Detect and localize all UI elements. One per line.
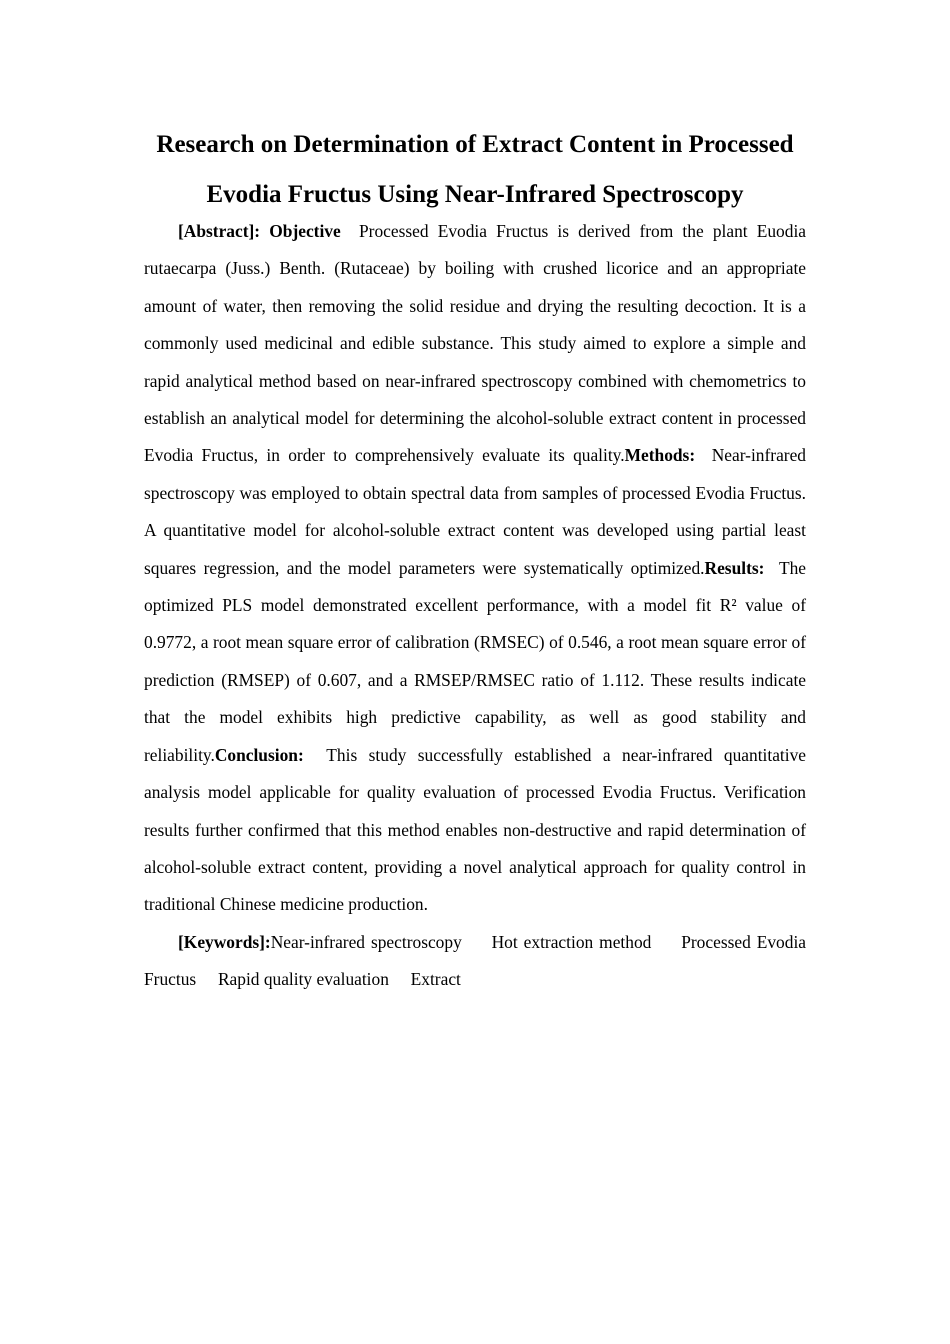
results-text: The optimized PLS model demonstrated excellent performance, with a model fit R² value of 0.9772, a root mean square error of calibration (RMSEC) of 0.546, a root mean square error of prediction (RMSEP) of 0.607, and a RMSEP/RMSEC ratio of 1.112. These results indicate that the model exhibits high predictive capability, as well as good stability and reliability. [144, 557, 806, 765]
methods-text: Near-infrared spectroscopy was employed to obtain spectral data from samples of processed Evodia Fructus. A quantitative model for alcohol-soluble extract content was developed using partial least squares regression, and the model parameters were systematically optimized. [144, 445, 806, 578]
conclusion-text: This study successfully established a near-infrared quantitative analysis model applicable for quality evaluation of processed Evodia Fructus. Verification results further confirmed that this method enables non-destructive and rapid determination of alcohol-soluble extract content, providing a novel analytical approach for quality control in traditional Chinese medicine production. [144, 744, 806, 915]
keyword-item: Hot extraction method [491, 931, 652, 952]
objective-label: Objective [269, 221, 341, 241]
objective-text: Processed Evodia Fructus is derived from the plant Euodia rutaecarpa (Juss.) Benth. (Rutaceae) by boiling with crushed licorice and an appropriate amount of water, then removing the solid residue and drying the resulting decoction. It is a commonly used medicinal and edible substance. This study aimed to explore a simple and rapid analytical method based on near-infrared spectroscopy combined with chemometrics to establish an analytical model for determining the alcohol-soluble extract content in processed Evodia Fructus, in order to comprehensively evaluate its quality. [144, 221, 806, 466]
keyword-item: Processed Evodia Fructus [144, 931, 806, 990]
results-label: Results: [704, 557, 765, 578]
keyword-item: Extract [410, 969, 461, 990]
keywords-label: [Keywords]: [178, 931, 271, 952]
conclusion-label: Conclusion: [214, 744, 304, 765]
title-line-2: Evodia Fructus Using Near-Infrared Spectroscopy [206, 181, 744, 208]
paper-title [144, 120, 806, 220]
title-line-1: Research on Determination of Extract Content in Processed [156, 131, 794, 158]
methods-label: Methods: [624, 445, 696, 466]
paper-page [144, 120, 806, 999]
keyword-item: Rapid quality evaluation [217, 969, 389, 990]
abstract-label: [Abstract]: [178, 221, 270, 241]
keywords-paragraph [144, 924, 806, 999]
keyword-item: Near-infrared spectroscopy [270, 931, 462, 952]
abstract-paragraph [144, 213, 806, 924]
